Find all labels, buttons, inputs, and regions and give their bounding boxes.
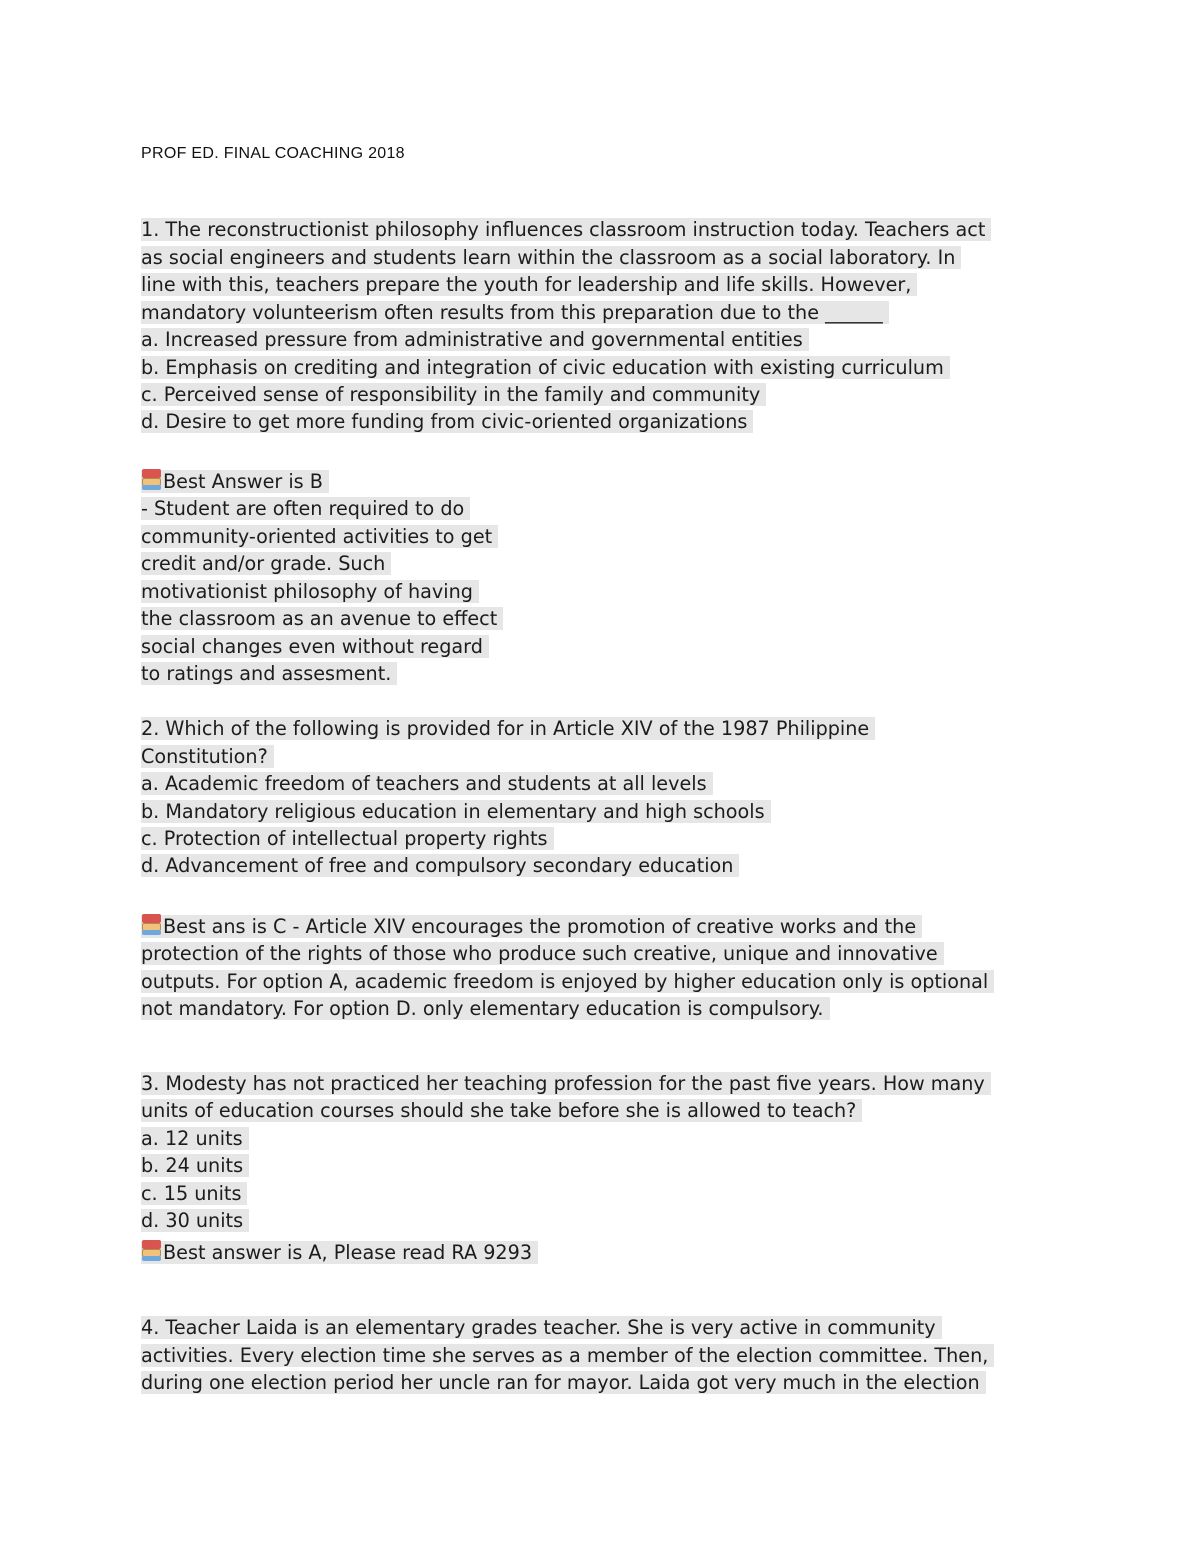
q3-option-b bbox=[141, 1153, 249, 1178]
line-text: 3. Modesty has not practiced her teaching profession for the past five years. How many bbox=[141, 1072, 991, 1095]
line-text: c. Protection of intellectual property rights bbox=[141, 827, 554, 850]
line-text: credit and/or grade. Such bbox=[141, 552, 391, 575]
line-text: d. 30 units bbox=[141, 1209, 249, 1232]
line-text: - Student are often required to do bbox=[141, 497, 470, 520]
q2-answer-line bbox=[141, 941, 944, 966]
q2-option-a bbox=[141, 771, 713, 796]
q1-text-line bbox=[141, 217, 991, 242]
line-text: d. Desire to get more funding from civic-oriented organizations bbox=[141, 410, 753, 433]
line-text: mandatory volunteerism often results from this preparation due to the ______ bbox=[141, 301, 889, 324]
line-text: during one election period her uncle ran for mayor. Laida got very much in the election bbox=[141, 1371, 986, 1394]
q1-option-a bbox=[141, 327, 809, 352]
q2-answer-line bbox=[141, 969, 994, 994]
line-text: as social engineers and students learn within the classroom as a social laboratory. In bbox=[141, 246, 961, 269]
line-text: c. 15 units bbox=[141, 1182, 247, 1205]
q3-text-line bbox=[141, 1071, 991, 1096]
q1-answer-heading bbox=[141, 469, 329, 494]
line-text: 2. Which of the following is provided for in Article XIV of the 1987 Philippine bbox=[141, 717, 875, 740]
q1-text-line bbox=[141, 245, 961, 270]
q1-answer-line bbox=[141, 579, 479, 604]
q1-answer-line bbox=[141, 634, 489, 659]
q1-answer-line bbox=[141, 551, 391, 576]
q3-option-c bbox=[141, 1181, 247, 1206]
line-text: a. Academic freedom of teachers and students at all levels bbox=[141, 772, 713, 795]
line-text: social changes even without regard bbox=[141, 635, 489, 658]
q2-text-line bbox=[141, 744, 274, 769]
q4-text-line bbox=[141, 1315, 942, 1340]
q1-answer-line bbox=[141, 606, 503, 631]
books-icon bbox=[141, 469, 161, 491]
line-text: b. 24 units bbox=[141, 1154, 249, 1177]
line-text: activities. Every election time she serves as a member of the election committee. Then, bbox=[141, 1344, 994, 1367]
q2-option-b bbox=[141, 799, 771, 824]
line-text: a. Increased pressure from administrative and governmental entities bbox=[141, 328, 809, 351]
q1-text-line bbox=[141, 272, 917, 297]
line-text: b. Mandatory religious education in elementary and high schools bbox=[141, 800, 771, 823]
line-text: community-oriented activities to get bbox=[141, 525, 498, 548]
q3-answer-line bbox=[141, 1240, 538, 1265]
q2-text-line bbox=[141, 716, 875, 741]
line-text: units of education courses should she take before she is allowed to teach? bbox=[141, 1099, 862, 1122]
q1-option-d bbox=[141, 409, 753, 434]
line-text: to ratings and assesment. bbox=[141, 662, 397, 685]
q2-option-c bbox=[141, 826, 554, 851]
q1-option-c bbox=[141, 382, 766, 407]
line-text: 4. Teacher Laida is an elementary grades teacher. She is very active in community bbox=[141, 1316, 942, 1339]
q3-option-a bbox=[141, 1126, 249, 1151]
line-text: d. Advancement of free and compulsory secondary education bbox=[141, 854, 739, 877]
line-text: the classroom as an avenue to effect bbox=[141, 607, 503, 630]
line-text: a. 12 units bbox=[141, 1127, 249, 1150]
line-text: 1. The reconstructionist philosophy influences classroom instruction today. Teachers act bbox=[141, 218, 991, 241]
line-text: not mandatory. For option D. only elementary education is compulsory. bbox=[141, 997, 830, 1020]
q1-option-b bbox=[141, 355, 950, 380]
books-icon bbox=[141, 914, 161, 936]
q3-option-d bbox=[141, 1208, 249, 1233]
line-text: line with this, teachers prepare the youth for leadership and life skills. However, bbox=[141, 273, 917, 296]
q2-answer-line bbox=[141, 996, 830, 1021]
q3-text-line bbox=[141, 1098, 862, 1123]
q1-answer-line bbox=[141, 524, 498, 549]
q2-option-d bbox=[141, 853, 739, 878]
line-text: outputs. For option A, academic freedom is enjoyed by higher education only is optional bbox=[141, 970, 994, 993]
line-text: Best answer is A, Please read RA 9293 bbox=[163, 1241, 533, 1264]
q1-answer-line bbox=[141, 496, 470, 521]
line-text: Best ans is C - Article XIV encourages the promotion of creative works and the bbox=[163, 915, 917, 938]
q4-text-line bbox=[141, 1343, 994, 1368]
line-text: Best Answer is B bbox=[163, 470, 323, 493]
line-text: c. Perceived sense of responsibility in the family and community bbox=[141, 383, 766, 406]
q1-text-line bbox=[141, 300, 889, 325]
line-text: b. Emphasis on crediting and integration of civic education with existing curriculum bbox=[141, 356, 950, 379]
q2-answer-line bbox=[141, 914, 922, 939]
q4-text-line bbox=[141, 1370, 986, 1395]
line-text: Constitution? bbox=[141, 745, 274, 768]
line-text: protection of the rights of those who produce such creative, unique and innovative bbox=[141, 942, 944, 965]
books-icon bbox=[141, 1240, 161, 1262]
line-text: motivationist philosophy of having bbox=[141, 580, 479, 603]
document-title: PROF ED. FINAL COACHING 2018 bbox=[141, 145, 405, 162]
q1-answer-line bbox=[141, 661, 397, 686]
